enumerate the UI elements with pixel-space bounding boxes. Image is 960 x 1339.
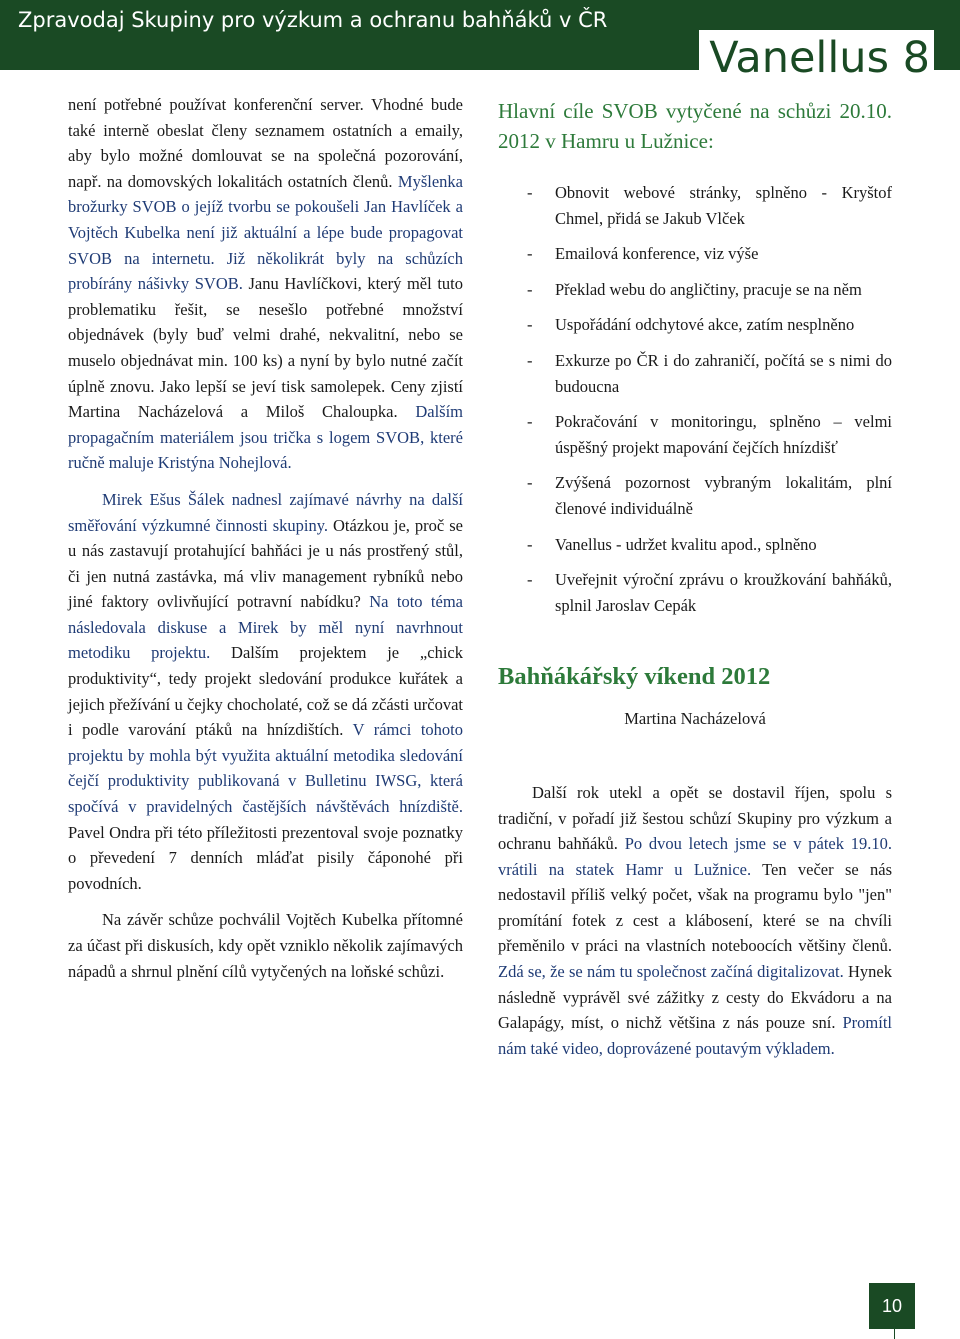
goals-heading: Hlavní cíle SVOB vytyčené na schůzi 20.10. 2012 v Hamru u Lužnice:: [498, 99, 892, 153]
page-number: 10: [869, 1283, 915, 1329]
text-segment: Janu Havlíčkovi, který měl tuto problematiku řešit, se nesešlo potřebné množství objednávek (byly buď velmi drahé, nekvalitní, nebo se muselo objednávat min. 100 ks) a nyní by bylo nutné začít úplně znovu. Jako lepší se jeví tisk samolepek. Ceny zjistí Martina Nacházelová a Miloš Chaloupka.: [68, 274, 463, 422]
goal-item: - Uveřejnit výroční zprávu o kroužkování bahňáků, splnil Jaroslav Cepák: [498, 567, 892, 618]
goal-item: - Obnovit webové stránky, splněno - Kryštof Chmel, přidá se Jakub Vlček: [498, 180, 892, 231]
page-number-rule: [894, 1329, 895, 1339]
goal-item: - Překlad webu do angličtiny, pracuje se na něm: [498, 277, 892, 303]
text-segment: Otázkou je, proč se u nás zastavují protahující bahňáci je u nás prostřený stůl, či jen nutná zastávka, má vliv management rybníků nebo jiné faktory ovlivňující potravní nabídku?: [68, 515, 463, 612]
right-column: [498, 96, 892, 1072]
text-segment: Po dvou letech jsme se v pátek 19.10. vrátili na statek Hamr u Lužnice.: [498, 834, 892, 879]
paragraph-research-proposals: [68, 487, 463, 897]
goal-item: - Uspořádání odchytové akce, zatím nesplněno: [498, 312, 892, 338]
text-segment: V rámci tohoto projektu by mohla být využita aktuální metodika sledování čejčí produktivity publikovaná v Bulletinu IWSG, která spočívá v pravidelných častějších návštěvách hnízdiště.: [68, 720, 463, 817]
goal-item: - Vanellus - udržet kvalitu apod., splněno: [498, 532, 892, 558]
goal-item: - Emailová konference, viz výše: [498, 241, 892, 267]
text-segment: Hynek následně vyprávěl své zážitky z cesty do Ekvádoru a na Galapágy, míst, o nichž většina z nás pouze sní.: [498, 962, 892, 1033]
paragraph-conclusion: Na závěr schůze pochválil Vojtěch Kubelka přítomné za účast při diskusích, kdy opět vzniklo několik zajímavých nápadů a shrnul plnění cílů vytyčených na loňské schůzi.: [68, 910, 463, 981]
text-segment: Pavel Ondra při této příležitosti prezentoval svoje poznatky o převedení 7 denních mláďat pisily čáponohé při povodních.: [68, 822, 463, 893]
goal-item: - Exkurze po ČR i do zahraničí, počítá se s nimi do budoucna: [498, 348, 892, 399]
text-segment: Promítl nám také video, doprovázené poutavým výkladem.: [498, 1013, 892, 1058]
goals-list: [498, 180, 892, 618]
text-segment: není potřebné používat konferenční server. Vhodné bude také interně obeslat členy seznamem ostatních a emaily, aby bylo možné domlouvat se na společná pozorování, např. na domovských lokalitách ostatních členů.: [68, 95, 463, 191]
text-segment: Na toto téma následovala diskuse a Mirek by měl nyní navrhnout metodiku projektu.: [68, 592, 463, 663]
text-segment: Dalším propagačním materiálem jsou trička s logem SVOB, které ručně maluje Kristýna Nohejlová.: [68, 402, 463, 473]
text-segment: Již několikrát byly na schůzích probírány nášivky SVOB.: [68, 248, 464, 294]
header-title: Zpravodaj Skupiny pro výzkum a ochranu bahňáků v ČR: [18, 8, 608, 32]
article-author: Martina Nacházelová: [624, 709, 766, 729]
text-segment: Ten večer se nás nedostavil příliš velký počet, však na programu bylo "jen" promítání fotek z cest a klábosení, které se na chvíli přeměnilo v práci na vlastních noteboocích většiny členů.: [498, 859, 892, 956]
left-column: [68, 92, 463, 995]
article-paragraph: [498, 780, 892, 1062]
text-segment: Zdá se, že se nám tu společnost začíná digitalizovat.: [498, 962, 844, 982]
masthead-title: Vanellus 8: [699, 30, 934, 86]
goal-item: - Zvýšená pozornost vybraným lokalitám, plní členové individuálně: [498, 470, 892, 521]
text-segment: Dalším projektem je „chick produktivity“, tedy projekt sledování produkce kuřátek a jejich přežívání u čejky chocholaté, což se dá zčásti určovat i podle varování ptáků na hnízdištích.: [68, 643, 463, 740]
article-title: Bahňákářský víkend 2012: [498, 663, 771, 691]
goal-item: - Pokračování v monitoringu, splněno – velmi úspěšný projekt mapování čejčích hnízdišť: [498, 409, 892, 460]
paragraph-meeting-notes: [68, 92, 463, 476]
text-segment: Další rok utekl a opět se dostavil říjen, spolu s tradiční, v pořadí již šestou schůzí Skupiny pro výzkum a ochranu bahňáků.: [498, 782, 892, 854]
text-segment: Myšlenka brožurky SVOB o jejíž tvorbu se pokoušeli Jan Havlíček a Vojtěch Kubelka není již aktuální a lépe bude propagovat SVOB na internetu.: [68, 171, 463, 268]
text-segment: Mirek Ešus Šálek nadnesl zajímavé návrhy na další směřování výzkumné činnosti skupiny.: [68, 489, 463, 535]
